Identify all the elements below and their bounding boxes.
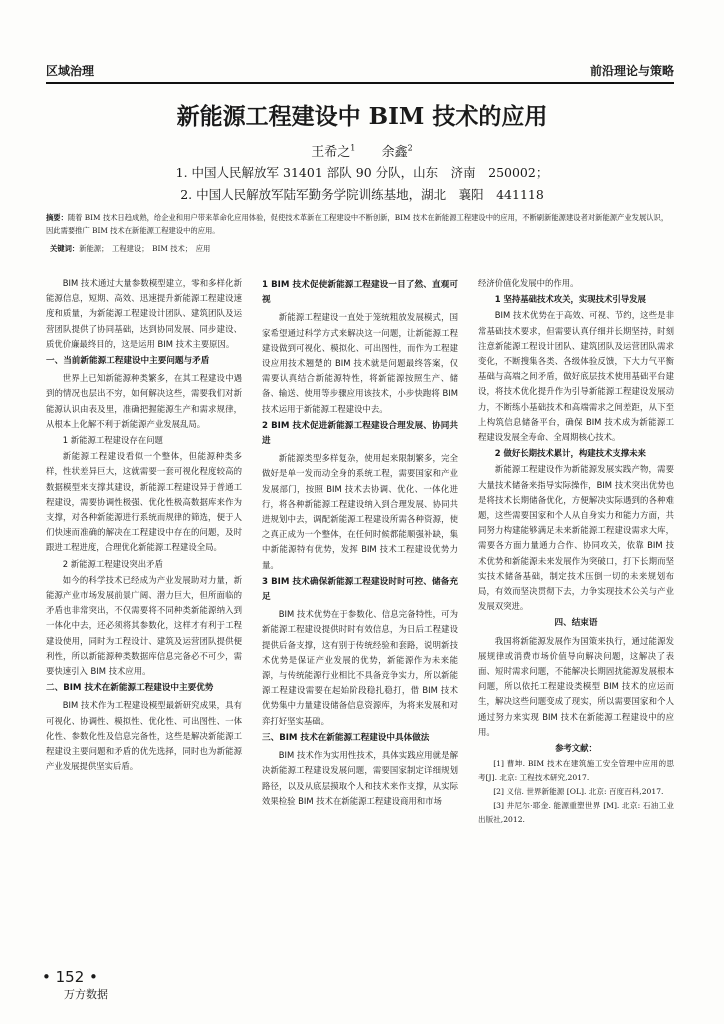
keywords-label: 关键词： [50, 244, 80, 253]
paragraph-continuation: 经济价值化发展中的作用。 [478, 278, 579, 288]
paragraph: 我国将新能源发展作为国策来执行，通过能源发展规律或消费市场价值导向解决问题，这解决了表面、短时需求问题，不能解决长期固扰能源发展根本问题，所以依托工程建设类模型 BIM 技术的应运而生，解决这些问题变成了现实，所以需要国家和个人通过努力来实现 BIM 技术在新能源工程建设中的应用。 [478, 635, 674, 737]
subsection-heading: 2 新能源工程建设突出矛盾 [62, 558, 163, 569]
section-heading: 三、BIM 技术在新能源工程建设中具体做法 [262, 732, 430, 743]
header-rule [46, 82, 674, 84]
body-column-left [46, 276, 242, 775]
body-column-right [478, 276, 674, 827]
section-heading: 3 BIM 技术确保新能源工程建设时时可控、储备充足 [262, 576, 458, 603]
paragraph: 如今的科学技术已经成为产业发展助对力量，新能源产业市场发展前景广阔、潜力巨大，但所面临的矛盾也非常突出，不仅需要将不同种类新能源纳入到一体化中去，还必须将其参数化，这样才有利于工程建设使用，同时为工程设计、建筑及运营团队提供便利性，所以新能源种类数据库信息完备必不可少，需要快速引入 BIM 技术应用。 [46, 574, 242, 677]
watermark-brand: 万方数据 [64, 988, 108, 1001]
reference-entry: [1] 曹坤. BIM 技术在建筑施工安全管理中应用的思考[J]. 北京: 工程技术研究,2017. [478, 759, 674, 783]
paragraph: BIM 技术优势在于参数化、信息完备特性，可为新能源工程建设提供时时有效信息，为日后工程建设提供后备支撑，这有别于传统经验和套路，说明新技术优势是保证产业发展的优势，新能源作为未来能源，与传统能源行业相比不具备竞争实力，所以新能源工程建设需要在起始阶段稳扎稳打，借 BIM 技术优势集中力量建设储备信息资源库，为将来发展和对弈打好坚实基础。 [262, 609, 458, 726]
author-name: 余鑫 [381, 145, 408, 160]
header-column-label: 前沿理论与策略 [589, 64, 674, 78]
paragraph: 新能源工程建设作为新能源发展实践产物，需要大量技术储备来指导实际操作，BIM 技术突出优势也是将技术长期储备优化，方便解决实际遇到的各种难题，这些需要国家和个人从自身实力和能力方面，共同努力构建能够满足未来新能源工程建设需求大库，需要各方面力量通力合作、协同攻关，依靠 BIM 技术优势和新能源未来发展作为突破口，打下长期而坚实技术储备基础，制定技术压倒一切的未来规划布局，有效而坚决贯彻下去，力争实现技术公关与产业发展双突进。 [478, 464, 674, 612]
references-heading: 参考文献： [555, 743, 597, 754]
paragraph: 新能源类型多样复杂，使用起来限制繁多，完全做好是单一发而动全身的系统工程，需要国家和产业发展部门，按照 BIM 技术去协调、优化、一体化进行，将各种新能源工程建设纳入到合理发展、协同共进规划中去，调配新能源工程建设所需各种资源，使之真正成为一个整体，在任何时候都能顺强补缺，集中新能源特有优势，发挥 BIM 技术工程建设优势力量。 [262, 453, 458, 570]
author-name: 王希之 [311, 145, 351, 160]
article-title: 新能源工程建设中 BIM 技术的应用 [176, 103, 548, 130]
section-heading: 2 BIM 技术促进新能源工程建设合理发展、协同共进 [262, 420, 458, 447]
section-heading: 四、结束语 [554, 618, 598, 629]
paragraph: 新能源工程建设看似一个整体，但能源种类多样，性状差异巨大，这就需要一套可视化程度较高的数据模型来支撑其建设，新能源工程建设异于普通工程建设，需要协调性极强、优化性极高数据库来作为支撑，对各种新能源进行系统而规律的筛选，便于人们快速而准确的解决在工程建设中存在的问题，及时跟进工程进度，合理优化新能源工程建设全局。 [46, 451, 242, 553]
body-column-middle [262, 276, 458, 809]
paragraph: BIM 技术作为工程建设模型最新研究成果，具有可视化、协调性、模拟性、优化性、可出图性、一体化性、参数化性及信息完备性，这些是解决新能源工程建设主要问题和矛盾的优先选择，同时也为新能源产业发展提供坚实后盾。 [46, 700, 242, 772]
keywords [50, 244, 210, 254]
reference-entry: [3] 井尼尔·耶金. 能源重塑世界 [M]. 北京: 石油工业出版社,2012. [478, 801, 674, 825]
paragraph: BIM 技术优势在于高效、可视、节约，这些是非常基础技术要求，但需要认真仔细并长期坚持，时刻注意新能源工程设计团队、建筑团队及运营团队需求变化，不断搜集各类、各级体验反馈，下大力气平衡基础与高端之间矛盾，做好底层技术使用基础平台建设，将技术优化提升作为引导新能源工程建设发展动力，不断练小基础技术和高端需求之间差距，从下至上构筑信息储备平台，确保 BIM 技术成为新能源工程建设发展全寿命、全周期核心技术。 [478, 310, 674, 443]
section-heading: 一、当前新能源工程建设中主要问题与矛盾 [46, 356, 210, 367]
paragraph: BIM 技术通过大量参数模型建立，零和多样化新能源信息，短期、高效、迅速提升新能源工程建设速度和质量，为新能源工程建设计团队、建筑团队及运营团队提供了协同基础，达到协同发展、同步建设、质优价廉最终目的，这是运用 BIM 技术主要原因。 [46, 278, 242, 349]
author-affiliation-mark: 1 [350, 143, 356, 153]
author-affiliation-mark: 2 [407, 143, 413, 153]
abstract-label: 摘要： [46, 213, 68, 222]
abstract-text: 随着 BIM 技术日趋成熟，给企业和用户带来革命化应用体验，促使技术革新在工程建设中不断创新，BIM 技术在新能源工程建设中的应用，不断刷新能源建设者对新能源产业发展认识，因此需要推广 BIM 技术在新能源工程建设中的应用。 [46, 213, 669, 235]
subsection-heading: 2 做好长期技术累计，构建技术支撑未来 [494, 448, 646, 459]
author-line [0, 141, 724, 160]
section-heading: 1 BIM 技术促使新能源工程建设一目了然、直观可视 [262, 280, 458, 306]
subsection-heading: 1 新能源工程建设存在问题 [62, 435, 163, 446]
keywords-text: 新能源； 工程建设； BIM 技术； 应用 [79, 244, 211, 253]
affiliation-1: 1. 中国人民解放军 31401 部队 90 分队，山东 济南 250002； [175, 165, 549, 180]
abstract [46, 211, 674, 237]
paragraph: BIM 技术作为实用性技术，具体实践应用就是解决新能源工程建设发展问题，需要国家制定详细规划路径，以及从底层摸取个人和技术来作支撑，从实际效果检验 BIM 技术在新能源工程建设商用和市场 [262, 750, 458, 806]
reference-entry: [2] 义信. 世界新能源 [OL]. 北京: 百度百科,2017. [493, 787, 664, 797]
paragraph: 世界上已知新能源种类繁多，在其工程建设中遇到的情况也层出不穷，如何解决这些，需要我们对新能源认识由表及里，准确把握能源生产和需求规律，从根本上化解不利于新能源产业发展乱局。 [46, 373, 242, 429]
paragraph: 新能源工程建设一直处于笼统粗放发展模式，国家希望通过科学方式来解决这一问题，让新能源工程建设做到可视化、模拟化、可出图性，而作为工程建设应用技术翘楚的 BIM 技术就是问题最终答案，仅需要认真结合新能源特性，将新能源按照生产、储备、输送、使用等步骤应用该技术，小步快跑将 BIM 技术运用于新能源工程建设中去。 [262, 312, 458, 414]
header-section-label: 区域治理 [46, 64, 95, 78]
page-number: • 152 • [42, 968, 98, 986]
subsection-heading: 1 坚持基础技术攻关，实现技术引导发展 [494, 294, 646, 305]
affiliation-2: 2. 中国人民解放军陆军勤务学院训练基地，湖北 襄阳 441118 [180, 187, 544, 202]
section-heading: 二、BIM 技术在新能源工程建设中主要优势 [46, 683, 214, 694]
